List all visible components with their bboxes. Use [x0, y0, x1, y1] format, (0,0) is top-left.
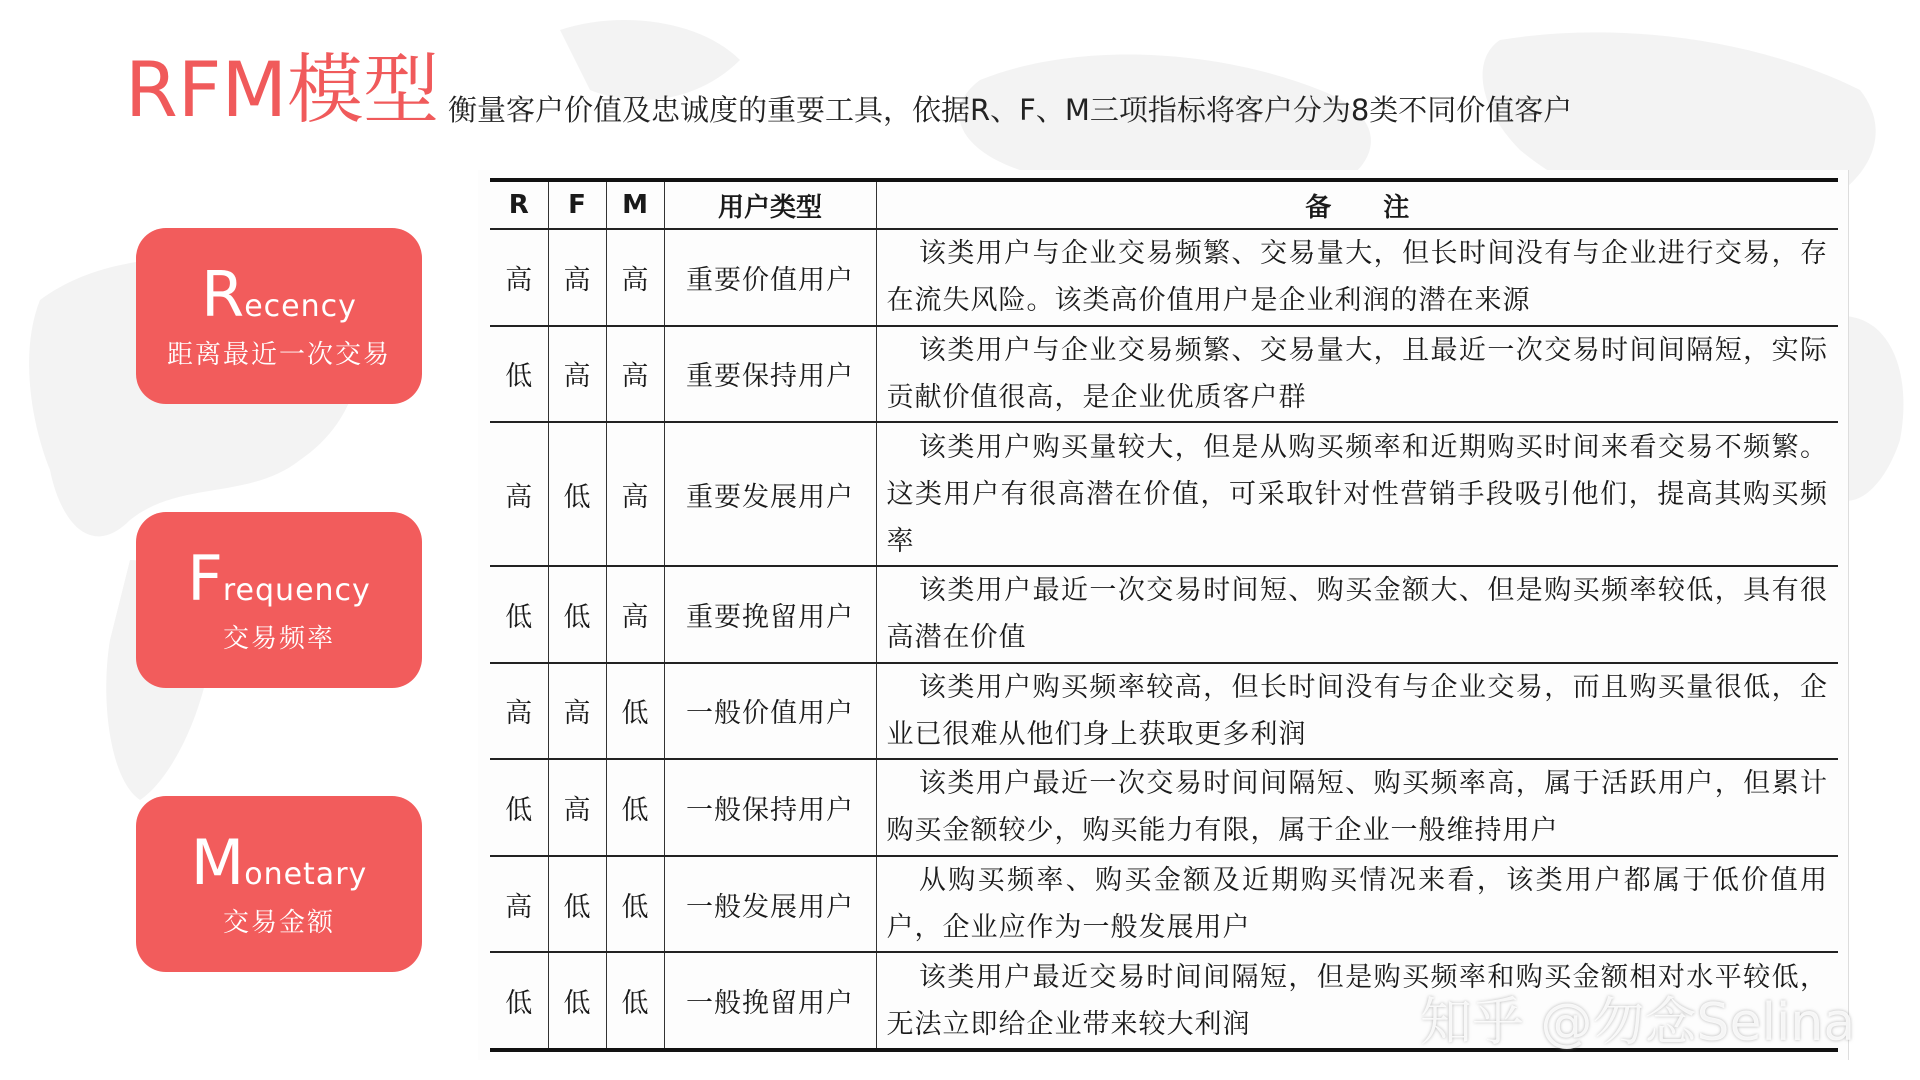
cell-user-type: 重要发展用户 — [664, 422, 876, 566]
cell-note: 该类用户最近一次交易时间间隔短、购买频率高，属于活跃用户，但累计购买金额较少，购买能力有限，属于企业一般维持用户 — [876, 759, 1838, 856]
monetary-word — [136, 826, 422, 899]
cell-m: 低 — [606, 856, 664, 953]
cell-note: 该类用户购买量较大，但是从购买频率和近期购买时间来看交易不频繁。这类用户有很高潜在价值，可采取针对性营销手段吸引他们，提高其购买频率 — [876, 422, 1838, 566]
table-row — [490, 663, 1838, 760]
cell-m: 低 — [606, 663, 664, 760]
cell-user-type: 一般保持用户 — [664, 759, 876, 856]
table-row — [490, 566, 1838, 663]
frequency-card — [136, 512, 422, 688]
frequency-initial: F — [187, 542, 223, 615]
cell-user-type: 重要价值用户 — [664, 229, 876, 326]
page-title: RFM模型 — [125, 45, 440, 134]
recency-card — [136, 228, 422, 404]
frequency-word — [136, 542, 422, 615]
header-notes: 备 注 — [876, 180, 1838, 229]
cell-m: 高 — [606, 566, 664, 663]
cell-user-type: 一般发展用户 — [664, 856, 876, 953]
page-subtitle: 衡量客户价值及忠诚度的重要工具，依据R、F、M三项指标将客户分为8类不同价值客户 — [448, 93, 1573, 127]
monetary-initial: M — [190, 826, 245, 899]
cell-r: 低 — [490, 759, 548, 856]
recency-rest: ecency — [244, 289, 357, 324]
rfm-table-image — [478, 170, 1848, 1060]
rfm-table — [490, 178, 1838, 1052]
frequency-label: 交易频率 — [222, 624, 335, 654]
cell-note: 该类用户与企业交易频繁、交易量大，且最近一次交易时间间隔短，实际贡献价值很高，是企业优质客户群 — [876, 326, 1838, 423]
header-m: M — [606, 180, 664, 229]
table-row — [490, 326, 1838, 423]
cell-r: 高 — [490, 422, 548, 566]
monetary-label: 交易金额 — [222, 908, 335, 938]
monetary-rest: onetary — [244, 857, 368, 892]
cell-user-type: 一般挽留用户 — [664, 952, 876, 1050]
cell-f: 高 — [548, 759, 606, 856]
table-row — [490, 229, 1838, 326]
header-f: F — [548, 180, 606, 229]
table-header-row — [490, 180, 1838, 229]
cell-r: 低 — [490, 566, 548, 663]
table-row — [490, 422, 1838, 566]
cell-f: 高 — [548, 663, 606, 760]
cell-f: 低 — [548, 422, 606, 566]
cell-m: 低 — [606, 952, 664, 1050]
recency-label: 距离最近一次交易 — [166, 340, 391, 370]
cell-r: 高 — [490, 229, 548, 326]
zhihu-watermark: 知乎 @勿念Selina — [1420, 993, 1856, 1053]
cell-f: 低 — [548, 566, 606, 663]
cell-user-type: 一般价值用户 — [664, 663, 876, 760]
cell-note: 从购买频率、购买金额及近期购买情况来看，该类用户都属于低价值用户，企业应作为一般发展用户 — [876, 856, 1838, 953]
cell-m: 高 — [606, 326, 664, 423]
cell-note: 该类用户最近一次交易时间短、购买金额大、但是购买频率较低，具有很高潜在价值 — [876, 566, 1838, 663]
cell-user-type: 重要保持用户 — [664, 326, 876, 423]
table-row — [490, 856, 1838, 953]
cell-note: 该类用户购买频率较高，但长时间没有与企业交易，而且购买量很低，企业已很难从他们身上获取更多利润 — [876, 663, 1838, 760]
cell-r: 高 — [490, 663, 548, 760]
cell-f: 高 — [548, 229, 606, 326]
cell-r: 低 — [490, 952, 548, 1050]
cell-f: 低 — [548, 952, 606, 1050]
cell-m: 低 — [606, 759, 664, 856]
cell-note: 该类用户最近交易时间间隔短，但是购买频率和购买金额相对水平较低，无法立即给企业带来较大利润 — [876, 952, 1838, 1050]
header-r: R — [490, 180, 548, 229]
header-user-type: 用户类型 — [664, 180, 876, 229]
cell-f: 低 — [548, 856, 606, 953]
cell-note: 该类用户与企业交易频繁、交易量大，但长时间没有与企业进行交易，存在流失风险。该类高价值用户是企业利润的潜在来源 — [876, 229, 1838, 326]
table-row — [490, 759, 1838, 856]
cell-r: 高 — [490, 856, 548, 953]
recency-initial: R — [201, 258, 245, 331]
frequency-rest: requency — [222, 573, 371, 608]
cell-r: 低 — [490, 326, 548, 423]
monetary-card — [136, 796, 422, 972]
cell-user-type: 重要挽留用户 — [664, 566, 876, 663]
cell-m: 高 — [606, 422, 664, 566]
recency-word — [136, 258, 422, 331]
cell-f: 高 — [548, 326, 606, 423]
cell-m: 高 — [606, 229, 664, 326]
